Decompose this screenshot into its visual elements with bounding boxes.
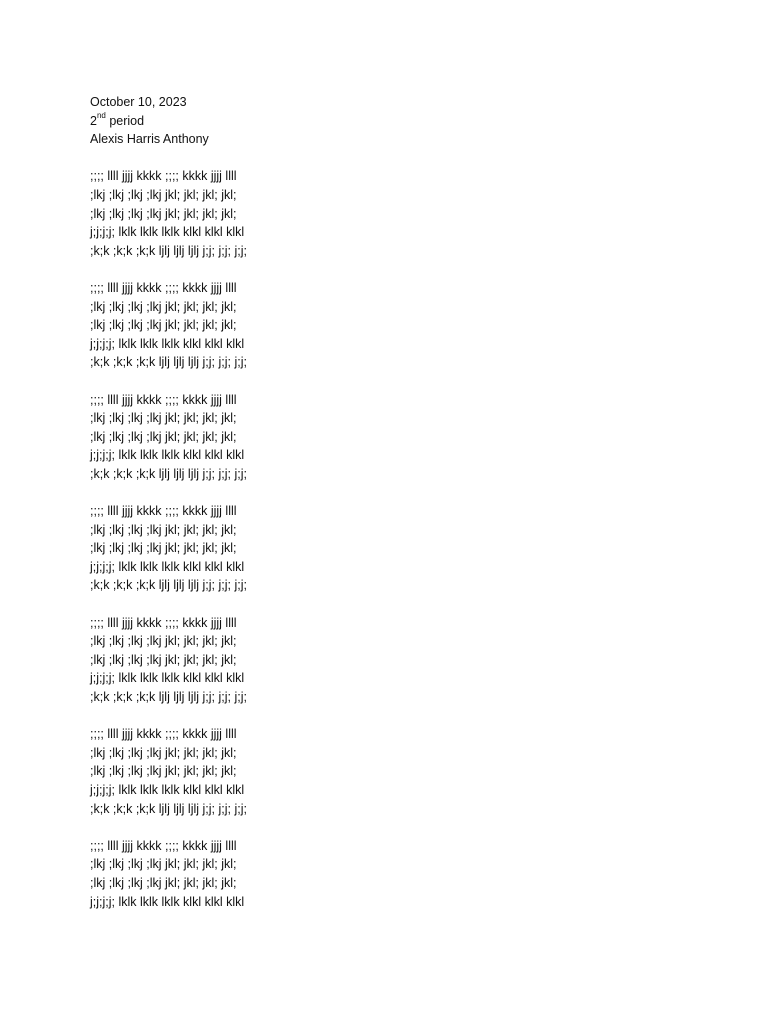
drill-line: j;j;j;j; lklk lklk lklk klkl klkl klkl [90,448,245,463]
drill-line: ;k;k ;k;k ;k;k ljlj ljlj ljlj j;j; j;j; j;j; [90,243,247,258]
drill-line: ;lkj ;lkj ;lkj ;lkj jkl; jkl; jkl; jkl; [90,206,237,221]
drill-line: ;k;k ;k;k ;k;k ljlj ljlj ljlj j;j; j;j; j;j; [90,355,247,370]
drill-line: ;lkj ;lkj ;lkj ;lkj jkl; jkl; jkl; jkl; [90,875,237,890]
blank-line [90,149,690,168]
drill-line: j;j;j;j; lklk lklk lklk klkl klkl klkl [90,782,245,797]
drill-line: ;lkj ;lkj ;lkj ;lkj jkl; jkl; jkl; jkl; [90,745,237,760]
drill-line: ;;;; llll jjjj kkkk ;;;; kkkk jjjj llll [90,727,237,742]
drill-line: ;lkj ;lkj ;lkj ;lkj jkl; jkl; jkl; jkl; [90,764,237,779]
drill-line: ;lkj ;lkj ;lkj ;lkj jkl; jkl; jkl; jkl; [90,541,237,556]
drill-line: ;;;; llll jjjj kkkk ;;;; kkkk jjjj llll [90,280,237,295]
period-number: 2 [90,113,97,128]
drill-line: ;k;k ;k;k ;k;k ljlj ljlj ljlj j;j; j;j; j;j; [90,690,247,704]
drill-line: ;lkj ;lkj ;lkj ;lkj jkl; jkl; jkl; jkl; [90,652,237,667]
drill-line: j;j;j;j; lklk lklk lklk klkl klkl klkl [90,671,245,686]
drill-line: ;k;k ;k;k ;k;k ljlj ljlj ljlj j;j; j;j; j;j; [90,801,247,816]
drill-line: ;lkj ;lkj ;lkj ;lkj jkl; jkl; jkl; jkl; [90,429,237,444]
drill-line: j;j;j;j; lklk lklk lklk klkl klkl klkl [90,559,245,574]
drill-line: ;;;; llll jjjj kkkk ;;;; kkkk jjjj llll [90,504,237,519]
class-period [90,112,690,131]
drill-block [90,837,690,911]
drill-line: ;lkj ;lkj ;lkj ;lkj jkl; jkl; jkl; jkl; [90,522,237,537]
period-ordinal-suffix: nd [96,111,106,121]
drill-line: ;lkj ;lkj ;lkj ;lkj jkl; jkl; jkl; jkl; [90,187,237,202]
drill-line: ;lkj ;lkj ;lkj ;lkj jkl; jkl; jkl; jkl; [90,634,237,649]
drill-block [90,391,690,484]
drill-block [90,502,690,595]
document-content [90,93,690,911]
drill-line: ;lkj ;lkj ;lkj ;lkj jkl; jkl; jkl; jkl; [90,411,237,426]
drill-block [90,167,690,260]
drill-line: ;;;; llll jjjj kkkk ;;;; kkkk jjjj llll [90,838,237,853]
drill-line: ;;;; llll jjjj kkkk ;;;; kkkk jjjj llll [90,615,237,630]
drill-line: ;;;; llll jjjj kkkk ;;;; kkkk jjjj llll [90,169,237,184]
drill-line: ;lkj ;lkj ;lkj ;lkj jkl; jkl; jkl; jkl; [90,299,237,314]
document-date: October 10, 2023 [90,95,187,109]
drill-block [90,279,690,372]
drill-line: j;j;j;j; lklk lklk lklk klkl klkl klkl [90,336,245,351]
drill-line: ;k;k ;k;k ;k;k ljlj ljlj ljlj j;j; j;j; j;j; [90,578,247,593]
period-word: period [105,113,145,128]
drill-line: ;lkj ;lkj ;lkj ;lkj jkl; jkl; jkl; jkl; [90,857,237,872]
student-name: Alexis Harris Anthony [90,132,209,147]
drill-line: j;j;j;j; lklk lklk lklk klkl klkl klkl [90,894,245,909]
drill-block [90,614,690,707]
drill-line: ;k;k ;k;k ;k;k ljlj ljlj ljlj j;j; j;j; j;j; [90,466,247,481]
drill-line: ;lkj ;lkj ;lkj ;lkj jkl; jkl; jkl; jkl; [90,318,237,333]
drill-line: j;j;j;j; lklk lklk lklk klkl klkl klkl [90,225,245,240]
drill-block [90,725,690,818]
typing-drills [90,167,690,911]
drill-line: ;;;; llll jjjj kkkk ;;;; kkkk jjjj llll [90,392,237,407]
